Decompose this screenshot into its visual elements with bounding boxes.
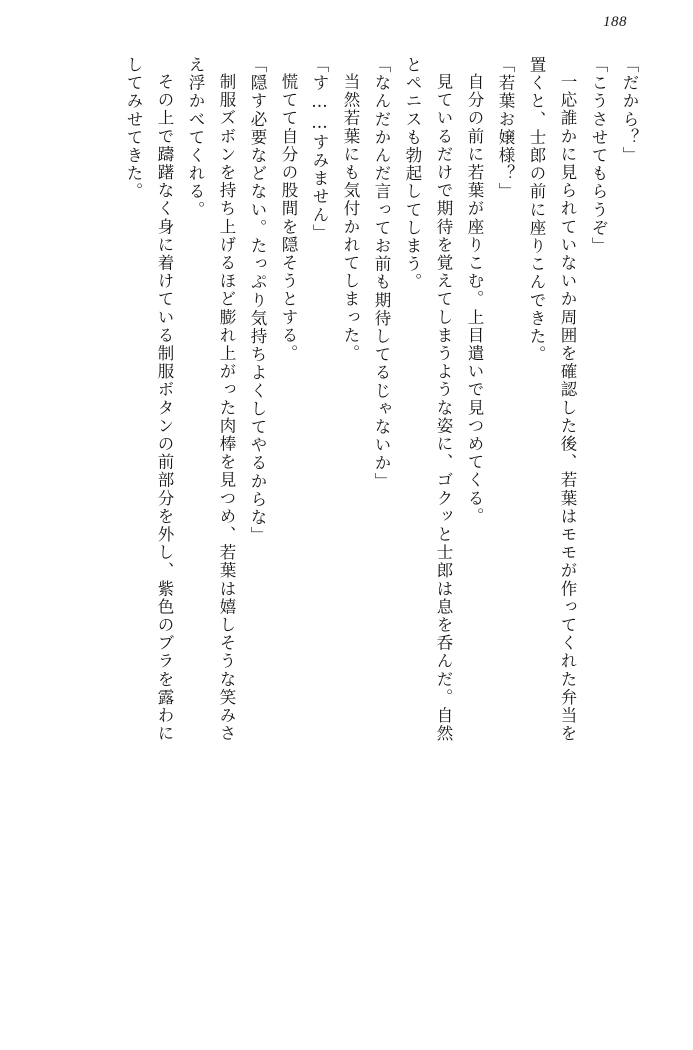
text-line: 制服ズボンを持ち上げるほど膨れ上がった肉棒を見つめ、若葉は嬉しそうな笑みさ: [217, 73, 236, 743]
vertical-text-body: [44, 56, 637, 1020]
text-line: 見ているだけで期待を覚えてしまうような姿に、ゴクッと士郎は息を呑んだ。自然: [434, 73, 453, 743]
text-line: え浮かべてくれる。: [186, 56, 205, 219]
text-line: とペニスも勃起してしまう。: [403, 56, 422, 292]
text-line: 一応誰かに見られていないか周囲を確認した後、若葉はモモが作ってくれた弁当を: [558, 73, 577, 743]
text-line: 「隠す必要などない。たっぷり気持ちよくしてやるからな」: [248, 56, 267, 545]
text-line: 「なんだかんだ言ってお前も期待してるじゃないか」: [372, 56, 391, 491]
page-number: 188: [603, 14, 627, 30]
text-line: 当然若葉にも気付かれてしまった。: [341, 73, 360, 363]
text-line: 「若葉お嬢様？」: [496, 56, 515, 201]
text-line: 「だから？」: [620, 56, 639, 165]
text-line: 自分の前に若葉が座りこむ。上目遣いで見つめてくる。: [465, 73, 484, 526]
text-line: 「す……すみません」: [310, 56, 329, 242]
text-line: 置くと、士郎の前に座りこんできた。: [527, 56, 546, 364]
text-line: その上で躊躇なく身に着けている制服ボタンの前部分を外し、紫色のブラを露わに: [155, 73, 174, 743]
text-line: 「こうさせてもらうぞ」: [589, 56, 608, 256]
text-line: 慌てて自分の股間を隠そうとする。: [279, 73, 298, 363]
text-line: してみせてきた。: [124, 56, 143, 201]
